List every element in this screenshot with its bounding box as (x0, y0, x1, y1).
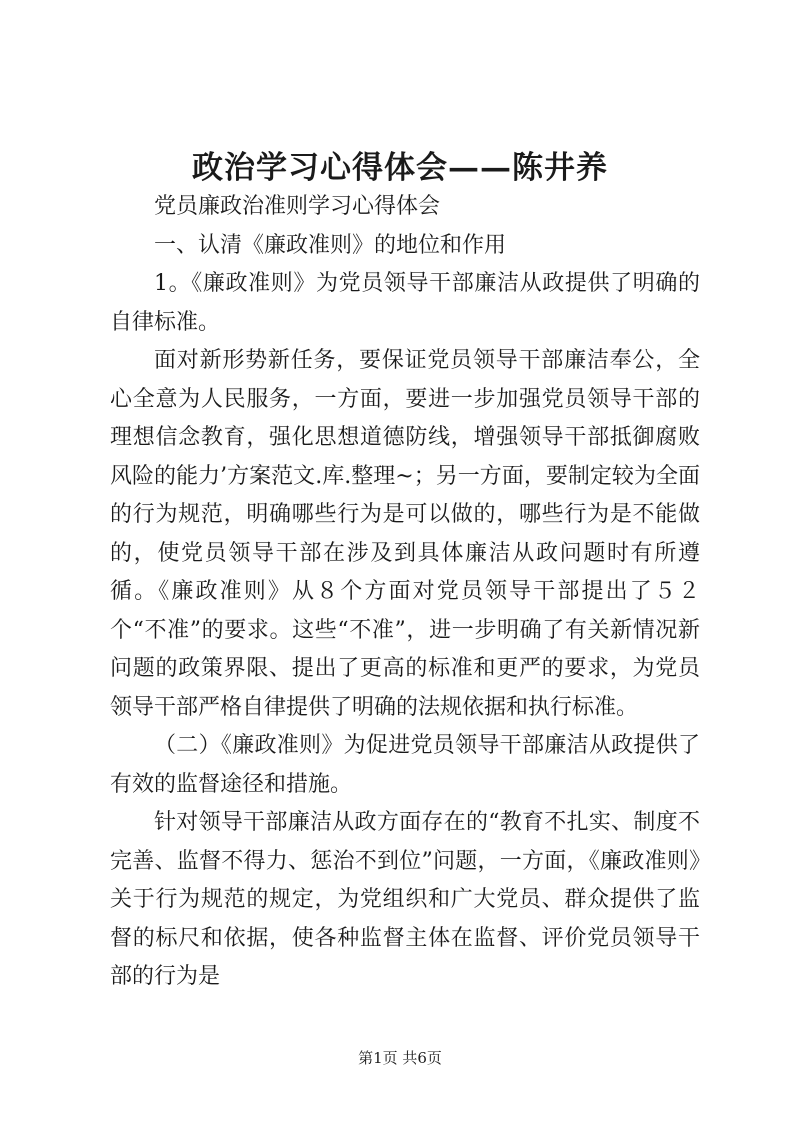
document-title: 政治学习心得体会——陈井养 (192, 150, 608, 186)
paragraph-section-heading: 一、认清《廉政准则》的地位和作用 (154, 232, 507, 258)
document-body (110, 188, 700, 997)
paragraph-point-1: 1。《廉政准则》为党员领导干部廉洁从政提供了明确的自律标准。 (110, 271, 700, 335)
paragraph-point-2: （二）《廉政准则》为促进党员领导干部廉洁从政提供了有效的监督途径和措施。 (110, 733, 700, 797)
paragraph-subtitle: 党员廉政治准则学习心得体会 (154, 194, 441, 219)
paragraph-body-1: 面对新形势新任务，要保证党员领导干部廉洁奉公，全心全意为人民服务，一方面，要进一步加强党员领导干部的理想信念教育，强化思想道德防线，增强领导干部抵御腐败风险的能力’方案范文.库.整理~；另一方面，要制定较为全面的行为规范，明确哪些行为是可以做的，哪些行为是不能做的，使党员领导干部在涉及到具体廉洁从政问题时有所遵循。《廉政准则》从８个方面对党员领导干部提出了５２个“不准”的要求。这些“不准”，进一步明确了有关新情况新问题的政策界限、提出了更高的标准和更严的要求，为党员领导干部严格自律提供了明确的法规依据和执行标准。 (110, 348, 700, 720)
paragraph-body-2: 针对领导干部廉洁从政方面存在的“教育不扎实、制度不完善、监督不得力、惩治不到位”问题，一方面，《廉政准则》关于行为规范的规定，为党组织和广大党员、群众提供了监督的标尺和依据，使各种监督主体在监督、评价党员领导干部的行为是 (110, 810, 700, 989)
page-number-footer: 第1页 共6页 (358, 1049, 442, 1067)
